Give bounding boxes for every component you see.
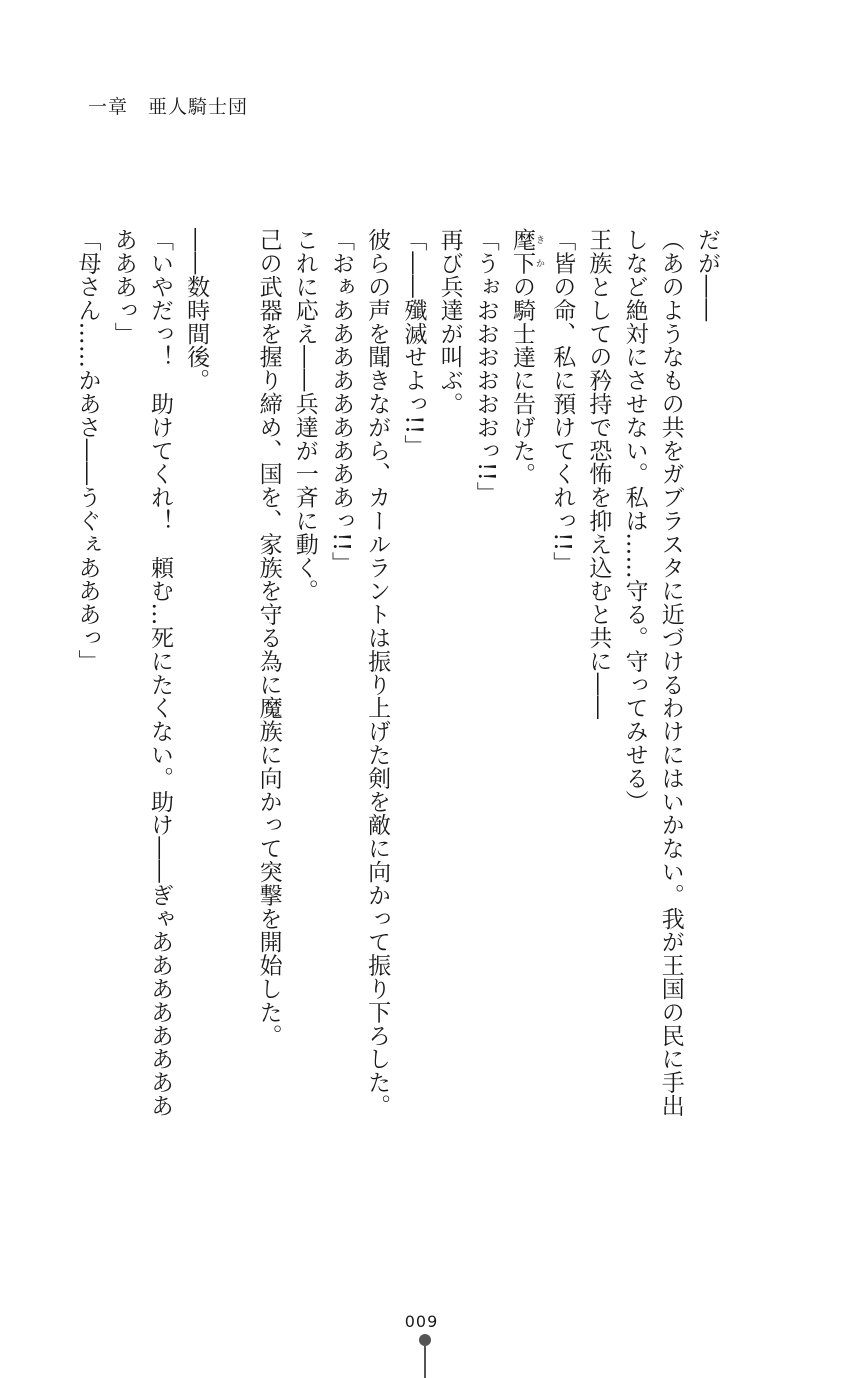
paragraph: 麾下 きかの騎士達に告げた。 — [508, 228, 544, 486]
paragraph: 「皆の命、私に預けてくれっ!!」 — [549, 228, 576, 575]
paragraph: これに応え――兵達が一斉に動く。 — [291, 228, 318, 603]
ruby-annotation: 麾下 きか — [508, 228, 544, 275]
paragraph: 「うぉおおおおおおっ!!」 — [472, 228, 499, 505]
page-number: 009 — [404, 1312, 439, 1331]
paragraph: 王族としての矜持で恐怖を抑え込むと共に―― — [585, 228, 612, 720]
paragraph: （あのようなもの共をガブラスタに近づけるわけにはいかない。我が王国の民に手出しなど絶対にさせない。私は……守る。守ってみせる） — [621, 228, 684, 1118]
paragraph: だが―― — [694, 228, 720, 322]
paragraph: 「おぁあああああああああっ!!」 — [327, 228, 354, 575]
blank-line — [214, 228, 250, 1128]
paragraph: ――数時間後。 — [183, 228, 210, 392]
paragraph: 「いやだっ！ 助けてくれ！ 頼む…死にたくない。助け――ぎゃあああああああああああっ」 — [110, 228, 173, 1118]
folio-dot-ornament — [419, 1334, 431, 1346]
paragraph: 再び兵達が叫ぶ。 — [436, 228, 463, 416]
paragraph: 「母さん……かあさ――うぐぇあああっ」 — [74, 228, 101, 673]
folio-line-ornament — [424, 1346, 426, 1378]
paragraph: 己の武器を握り締め、国を、家族を守る為に魔族に向かって突撃を開始した。 — [255, 228, 282, 1047]
body-text — [74, 228, 725, 1128]
running-head: 一章 亜人騎士団 — [88, 96, 249, 118]
paragraph: 「――殲滅せよっ!!」 — [400, 228, 427, 458]
paragraph: 彼らの声を聞きながら、カールラントは振り上げた剣を敵に向かって振り下ろした。 — [364, 228, 391, 1118]
